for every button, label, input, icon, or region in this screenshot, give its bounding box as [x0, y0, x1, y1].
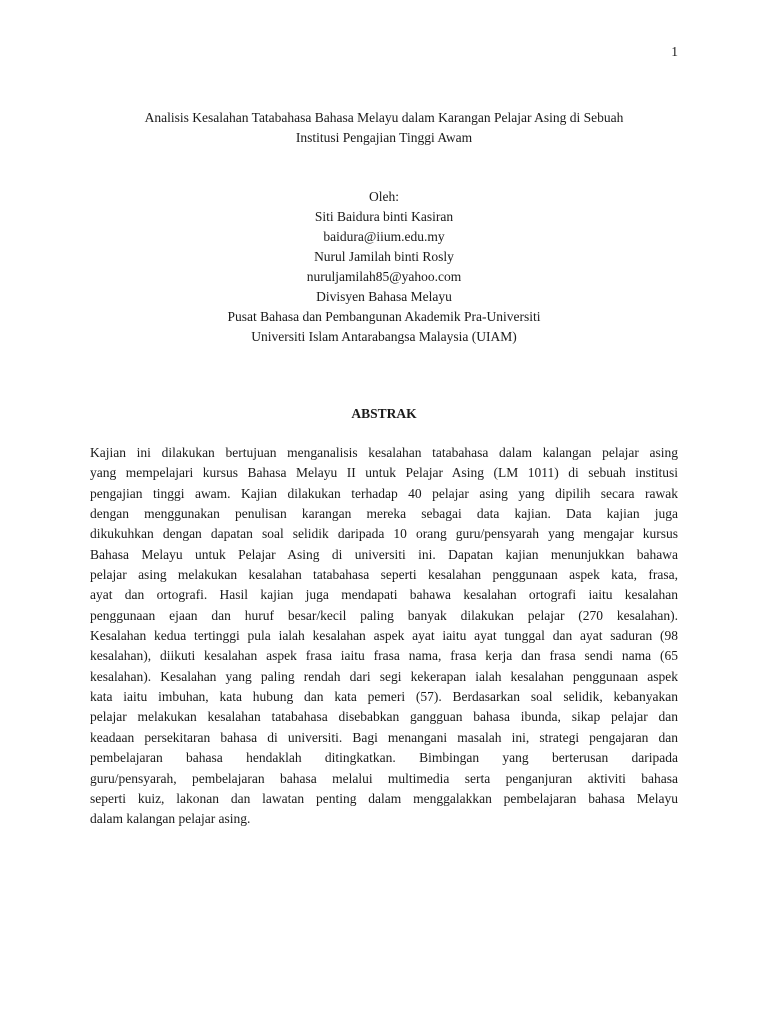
abstract-line: pelajar asing melakukan kesalahan tatabahasa seperti kesalahan penggunaan aspek kata, frasa,	[90, 567, 678, 583]
author-1-email: baidura@iium.edu.my	[323, 229, 445, 244]
by-label: Oleh:	[369, 189, 399, 204]
abstract-line: dalam kalangan pelajar asing.	[90, 811, 251, 827]
abstract-line: kata iaitu imbuhan, kata hubung dan kata pemeri (57). Berdasarkan soal selidik, kebanyakan	[90, 689, 678, 705]
abstract-line: kesalahan). Kesalahan yang paling rendah dari segi kekerapan ialah kesalahan penggunaan aspek	[90, 668, 678, 684]
abstract-line: keadaan persekitaran bahasa di universiti. Bagi menangani masalah ini, strategi pengajaran dan	[90, 729, 678, 745]
abstract-line: pembelajaran bahasa hendaklah ditingkatkan. Bimbingan yang berterusan daripada	[90, 750, 678, 766]
university: Universiti Islam Antarabangsa Malaysia (UIAM)	[251, 329, 517, 344]
author-2-name: Nurul Jamilah binti Rosly	[314, 249, 454, 264]
abstract-line: pengajian tinggi awam. Kajian dilakukan terhadap 40 pelajar asing yang dipilih secara rawak	[90, 485, 678, 501]
abstract-line: Kesalahan kedua tertinggi pula ialah kesalahan aspek ayat iaitu ayat tunggal dan ayat saduran (98	[90, 628, 678, 644]
abstract-line: Bahasa Melayu untuk Pelajar Asing di universiti ini. Dapatan kajian menunjukkan bahawa	[90, 546, 678, 562]
centre: Pusat Bahasa dan Pembangunan Akademik Pra-Universiti	[227, 309, 541, 324]
abstract-line: seperti kuiz, lakonan dan lawatan penting dalam menggalakkan pembelajaran bahasa Melayu	[90, 790, 678, 806]
author-1-name: Siti Baidura binti Kasiran	[314, 209, 454, 224]
abstract-heading: ABSTRAK	[351, 406, 417, 421]
paper-title	[90, 108, 678, 148]
title-line-2: Institusi Pengajian Tinggi Awam	[295, 130, 473, 145]
author-block	[90, 187, 678, 347]
abstract-line: dikukuhkan dengan dapatan soal selidik daripada 10 orang guru/pensyarah yang mengajar kursus	[90, 526, 678, 542]
abstract-body	[90, 443, 678, 830]
abstract-line: pelajar melakukan kesalahan tatabahasa disebabkan gangguan bahasa ibunda, sikap pelajar dan	[90, 709, 678, 725]
abstract-line: dengan menggunakan penulisan karangan mereka sebagai data kajian. Data kajian juga	[90, 506, 678, 522]
abstract-line: kesalahan), diikuti kesalahan aspek frasa iaitu frasa nama, frasa kerja dan frasa sendi nama (65	[90, 648, 678, 664]
abstract-line: ayat dan ortografi. Hasil kajian juga mendapati bahawa kesalahan ortografi iaitu kesalahan	[90, 587, 678, 603]
page-number: 1	[671, 44, 678, 59]
abstract-line: guru/pensyarah, pembelajaran bahasa melalui multimedia serta penganjuran aktiviti bahasa	[90, 770, 678, 786]
abstract-line: Kajian ini dilakukan bertujuan menganalisis kesalahan tatabahasa dalam kalangan pelajar asing	[90, 445, 678, 460]
title-line-1: Analisis Kesalahan Tatabahasa Bahasa Melayu dalam Karangan Pelajar Asing di Sebuah	[144, 110, 624, 125]
abstract-line: penggunaan ejaan dan huruf besar/kecil paling banyak dilakukan pelajar (270 kesalahan).	[90, 607, 678, 623]
division: Divisyen Bahasa Melayu	[316, 289, 452, 304]
abstract-line: yang mempelajari kursus Bahasa Melayu II untuk Pelajar Asing (LM 1011) di sebuah institusi	[90, 465, 678, 481]
author-2-email: nuruljamilah85@yahoo.com	[306, 269, 462, 284]
